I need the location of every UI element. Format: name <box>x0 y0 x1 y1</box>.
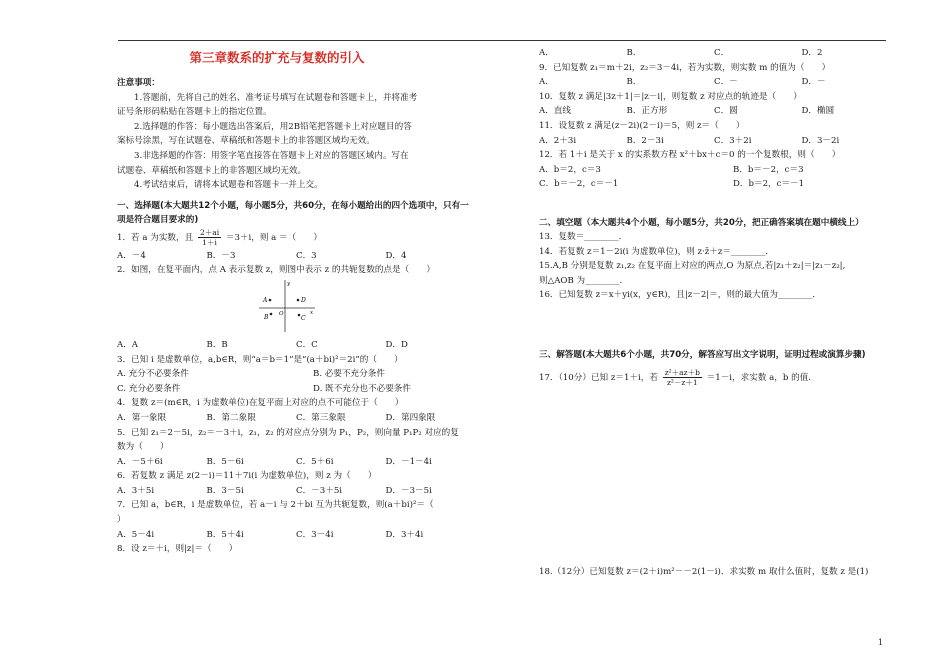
point-a-label: A <box>263 296 268 304</box>
notice-line: 2.选择题的作答：每小题选出答案后，用2B铅笔把答题卡上对应题目的答 <box>134 121 412 132</box>
question-7-cont: ） <box>117 515 126 526</box>
options-row: A．3＋5i B．3－5i C．－3＋5i D．－3－5i <box>117 485 432 496</box>
question-4: 4．复数 z＝(m∈R，i 为虚数单位)在复平面上对应的点不可能位于（ ） <box>117 398 404 409</box>
question-13: 13．复数＝________． <box>539 231 628 242</box>
question-6: 6．若复数 z 满足 z(2－i)＝11＋7i(i 为虚数单位)，则 z 为（ ） <box>117 471 377 482</box>
question-2: 2．如图，在复平面内，点 A 表示复数 z，则图中表示 z 的共轭复数的点是（ ） <box>117 265 435 276</box>
point-c-label: C <box>301 314 306 322</box>
options-row: A．A B．B C．C D．D <box>117 339 408 350</box>
options-row: A．2＋3i B．2－3i C．3＋2i D．3－2i <box>539 135 840 146</box>
header-rule <box>118 40 886 41</box>
options-row: C. 充分必要条件 D. 既不充分也不必要条件 <box>117 383 411 394</box>
fraction: $\frac{2+ai}{1+i}$ <box>199 227 220 247</box>
options-row: A. 充分不必要条件 B. 必要不充分条件 <box>117 369 385 380</box>
question-12: 12．若 1＋i 是关于 x 的实系数方程 x²＋bx＋c＝0 的一个复数根，则（ ） <box>539 150 841 161</box>
question-11: 11．设复数 z 满足(z－2i)(2－i)＝5，则 z＝（ ） <box>539 120 745 131</box>
question-10: 10．复数 z 满足|3z＋1|＝|z－i|，则复数 z 对应点的轨迹是（ ） <box>539 91 802 102</box>
notice-line: 案标号涂黑，写在试题卷、草稿纸和答题卡上的非答题区域均无效。 <box>117 136 375 147</box>
question-5-cont: 数为（ ） <box>117 442 169 453</box>
notice-line: 3.非选择题的作答：用签字笔直接答在答题卡上对应的答题区域内。写在 <box>134 150 409 161</box>
notice-line: 试题卷、草稿纸和答题卡上的非答题区域均无效。 <box>117 165 307 176</box>
fraction: $\frac{\text{z²＋az＋b}}{\text{z²－z＋1}}$ <box>664 367 700 387</box>
question-8: 8．设 z＝＋i，则|z|＝（ ） <box>117 544 238 555</box>
question-18: 18.（12分）已知复数 z＝(2＋i)m²－－2(1－i)．求实数 m 取什么值时，复数 z 是(1) <box>539 566 869 577</box>
options-row: A．5－4i B．5＋4i C．3－4i D．3＋4i <box>117 529 424 540</box>
y-axis-label: y <box>287 280 291 287</box>
point-d-label: D <box>301 296 306 304</box>
question-14: 14．若复数 z＝1－2i(i 为虚数单位)，则 z·z̄＋z＝________． <box>539 246 774 257</box>
x-axis-label: x <box>310 309 314 316</box>
options-row: A． B． C．－ D．－ <box>539 77 826 88</box>
complex-plane-diagram <box>257 278 317 334</box>
options-row: A．直线 B．正方形 C．圆 D．椭圆 <box>539 106 835 117</box>
question-3: 3．已知 i 是虚数单位，a,b∈R，则“a＝b＝1”是“(a＋bi)²＝2i”的（ ） <box>117 354 403 365</box>
question-15: 15.A,B 分别是复数 z₁,z₂ 在复平面上对应的两点,O 为原点,若|z₁＋z₂|＝|z₁－z₂|, <box>539 261 846 272</box>
question-17: 17．（10分）已知 z＝1＋i，若 $\frac{\text{z²＋az＋b}}{\text{z²－z＋1}}$ ＝1－i，求实数 a，b 的值. <box>539 367 812 387</box>
options-row: A．第一象限 B．第二象限 C．第三象限 D．第四象限 <box>117 412 436 423</box>
notice-line: 1.答题前，先将自己的姓名、准考证号填写在试题卷和答题卡上，并将准考 <box>134 92 418 103</box>
options-row: A．b＝2，c＝3 B．b＝－2，c＝3 <box>539 164 804 175</box>
section-2-title: 二、填空题（本大题共4个小题，每小题5分，共20分，把正确答案填在题中横线上） <box>539 217 864 228</box>
question-16: 16．已知复数 z＝x＋yi(x，y∈R)，且|z－2|＝，则的最大值为________． <box>539 290 821 301</box>
notice-heading: 注意事项： <box>117 78 160 88</box>
options-row: A． B． C． D．2 <box>539 48 823 58</box>
notice-line: 证号条形码粘贴在答题卡上的指定位置。 <box>117 107 272 118</box>
question-15-cont: 则△AOB 为________. <box>539 275 623 286</box>
options-row: C．b＝－2，c＝－1 D．b＝2，c＝－1 <box>539 179 805 190</box>
complex-plane-figure <box>117 278 475 338</box>
right-column <box>539 46 889 580</box>
question-1: 1．若 a 为实数，且 $\frac{2+ai}{1+i}$ ＝3＋i，则 a ＝（ ） <box>117 227 322 247</box>
question-9: 9．已知复数 z₁＝m＋2i，z₂＝3－4i，若为实数，则实数 m 的值为（ ） <box>539 62 831 73</box>
left-column <box>117 48 475 557</box>
origin-label: O <box>279 310 284 317</box>
section-3-title: 三、解答题(本大题共6个小题，共70分，解答应写出文字说明，证明过程或演算步骤) <box>539 349 866 360</box>
page-title: 第三章数系的扩充与复数的引入 <box>189 50 365 65</box>
notice-line: 4.考试结束后，请将本试题卷和答题卡一并上交。 <box>134 180 323 191</box>
options-row: A．－5＋6i B．5－6i C．5＋6i D．－1－4i <box>117 456 432 467</box>
section-1-title: 一、选择题(本大题共12个小题，每小题5分，共60分，在每小题给出的四个选项中，只有一项是符合题目要求的) <box>117 200 469 225</box>
page-number: 1 <box>878 638 884 647</box>
question-5: 5．已知 z₁＝2－5i，z₂＝－3＋i，z₁，z₂ 的对应点分别为 P₁，P₂，则向量 P₁P₂ 对应的复 <box>117 427 459 438</box>
question-7: 7．已知 a，b∈R，i 是虚数单位，若 a－i 与 2＋bi 互为共轭复数，则(a＋bi)²＝（ <box>117 500 434 511</box>
options-row: A．－4 B．－3 C．3 D．4 <box>117 250 407 261</box>
point-b-label: B <box>264 313 269 321</box>
